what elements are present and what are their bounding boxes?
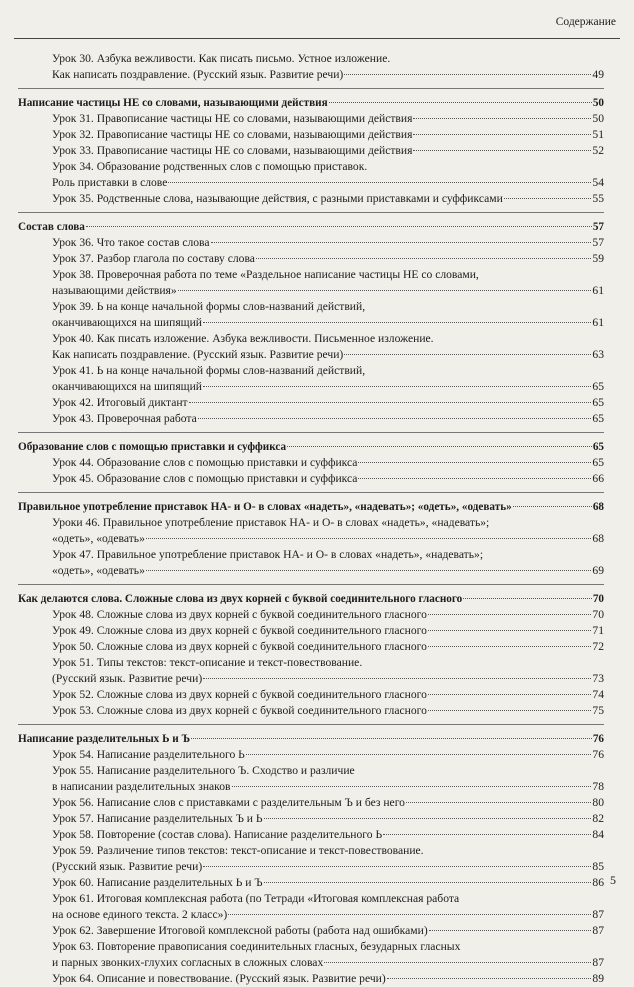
toc-page-number: 70 xyxy=(592,593,604,605)
toc-page-number: 68 xyxy=(592,501,604,513)
toc-section-heading xyxy=(18,731,604,747)
dot-leader xyxy=(344,354,591,355)
toc-entry-text: Образование слов с помощью приставки и суффикса xyxy=(18,441,287,453)
toc-page-number: 65 xyxy=(592,396,604,409)
toc-entry-text: Урок 62. Завершение Итоговой комплексной работы (работа над ошибками) xyxy=(52,924,428,937)
toc-entry xyxy=(18,907,604,923)
toc-page-number: 54 xyxy=(592,176,604,189)
toc-entry xyxy=(18,159,604,175)
toc-entry-text: Урок 47. Правильное употребление приставок НА- и О- в словах «надеть», «надевать»; xyxy=(52,548,484,561)
toc-page-number: 50 xyxy=(592,112,604,125)
toc-entry-text: Урок 55. Написание разделительного Ъ. Сходство и различие xyxy=(52,764,355,777)
toc-entry xyxy=(18,531,604,547)
toc-page-number: 74 xyxy=(592,688,604,701)
toc-entry-text: оканчивающихся на шипящий xyxy=(52,380,202,393)
dot-leader xyxy=(428,614,592,615)
toc-entry-text: оканчивающихся на шипящий xyxy=(52,316,202,329)
dot-leader xyxy=(387,978,592,979)
toc-entry xyxy=(18,763,604,779)
toc-page-number: 71 xyxy=(592,624,604,637)
dot-leader xyxy=(513,506,592,507)
toc-entry-text: Урок 34. Образование родственных слов с помощью приставок. xyxy=(52,160,368,173)
toc-entry xyxy=(18,607,604,623)
toc-section-heading xyxy=(18,219,604,235)
toc-page-number: 61 xyxy=(592,316,604,329)
toc-entry xyxy=(18,283,604,299)
toc-entry xyxy=(18,655,604,671)
toc-entry xyxy=(18,795,604,811)
dot-leader xyxy=(203,386,591,387)
toc-page-number: 85 xyxy=(592,860,604,873)
toc-section-heading xyxy=(18,439,604,455)
toc-page-number: 65 xyxy=(592,456,604,469)
section-divider xyxy=(18,88,604,90)
toc-entry xyxy=(18,891,604,907)
toc-page-number: 68 xyxy=(592,532,604,545)
toc-page-number: 87 xyxy=(592,924,604,937)
toc-entry xyxy=(18,51,604,67)
dot-leader xyxy=(504,198,592,199)
toc-page-number: 52 xyxy=(592,144,604,157)
dot-leader xyxy=(406,802,591,803)
toc-entry-text: Урок 49. Сложные слова из двух корней с буквой соединительного гласного xyxy=(52,624,427,637)
toc-entry-text: Урок 40. Как писать изложение. Азбука вежливости. Письменное изложение. xyxy=(52,332,434,345)
dot-leader xyxy=(413,118,591,119)
dot-leader xyxy=(178,290,592,291)
toc-entry xyxy=(18,111,604,127)
dot-leader xyxy=(413,134,591,135)
toc-entry xyxy=(18,251,604,267)
toc-entry-text: Роль приставки в слове xyxy=(52,176,168,189)
toc-entry xyxy=(18,411,604,427)
toc-section-heading xyxy=(18,499,604,515)
dot-leader xyxy=(428,630,592,631)
toc-entry xyxy=(18,191,604,207)
toc-page-number: 86 xyxy=(592,876,604,889)
dot-leader xyxy=(287,446,592,447)
toc-entry-text: Правильное употребление приставок НА- и О- в словах «надеть», «надевать»; «одеть», «одевать» xyxy=(18,501,512,513)
toc-page-number: 72 xyxy=(592,640,604,653)
dot-leader xyxy=(256,258,591,259)
dot-leader xyxy=(428,710,592,711)
toc-page-number: 51 xyxy=(592,128,604,141)
dot-leader xyxy=(246,754,592,755)
toc-page-number: 57 xyxy=(592,236,604,249)
dot-leader xyxy=(463,598,592,599)
toc-page-number: 69 xyxy=(592,564,604,577)
dot-leader xyxy=(203,678,591,679)
dot-leader xyxy=(383,834,591,835)
toc-entry xyxy=(18,671,604,687)
toc-entry-text: Урок 44. Образование слов с помощью приставки и суффикса xyxy=(52,456,358,469)
dot-leader xyxy=(264,818,592,819)
toc-section-heading xyxy=(18,591,604,607)
toc-entry xyxy=(18,315,604,331)
toc-entry xyxy=(18,515,604,531)
toc-entry xyxy=(18,67,604,83)
toc-entry xyxy=(18,923,604,939)
toc-entry xyxy=(18,703,604,719)
toc-entry-text: Написание частицы НЕ со словами, называющими действия xyxy=(18,97,328,109)
toc-entry-text: «одеть», «одевать» xyxy=(52,564,145,577)
toc-entry xyxy=(18,563,604,579)
toc-entry-text: Урок 39. Ь на конце начальной формы слов-названий действий, xyxy=(52,300,366,313)
toc-entry-text: Написание разделительных Ь и Ъ xyxy=(18,733,191,745)
toc-page-number: 87 xyxy=(592,908,604,921)
section-divider xyxy=(18,724,604,726)
toc-page-number: 59 xyxy=(592,252,604,265)
table-of-contents xyxy=(18,51,604,987)
dot-leader xyxy=(211,242,592,243)
toc-page-number: 78 xyxy=(592,780,604,793)
toc-page-number: 76 xyxy=(592,748,604,761)
toc-page-number: 57 xyxy=(592,221,604,233)
toc-entry-text: Урок 58. Повторение (состав слова). Написание разделительного Ь xyxy=(52,828,383,841)
toc-section-heading xyxy=(18,95,604,111)
toc-entry xyxy=(18,299,604,315)
toc-entry-text: в написании разделительных знаков xyxy=(52,780,231,793)
toc-entry xyxy=(18,827,604,843)
toc-entry-text: Урок 32. Правописание частицы НЕ со словами, называющими действия xyxy=(52,128,413,141)
toc-page-number: 63 xyxy=(592,348,604,361)
toc-page-number: 65 xyxy=(592,441,604,453)
toc-page-number: 65 xyxy=(592,380,604,393)
page-number: 5 xyxy=(610,873,616,887)
toc-entry-text: Урок 54. Написание разделительного Ь xyxy=(52,748,245,761)
dot-leader xyxy=(191,738,592,739)
dot-leader xyxy=(168,182,591,183)
toc-entry xyxy=(18,455,604,471)
dot-leader xyxy=(344,74,591,75)
toc-page-number: 66 xyxy=(592,472,604,485)
toc-page-number: 73 xyxy=(592,672,604,685)
section-divider xyxy=(18,492,604,494)
dot-leader xyxy=(429,930,592,931)
toc-entry-text: Урок 33. Правописание частицы НЕ со словами, называющими действия xyxy=(52,144,413,157)
toc-entry xyxy=(18,379,604,395)
toc-entry-text: Урок 64. Описание и повествование. (Русский язык. Развитие речи) xyxy=(52,972,386,985)
toc-page-number: 89 xyxy=(592,972,604,985)
toc-entry xyxy=(18,267,604,283)
toc-entry-text: и парных звонких-глухих согласных в сложных словах xyxy=(52,956,324,969)
toc-entry-text: (Русский язык. Развитие речи) xyxy=(52,860,203,873)
toc-entry xyxy=(18,843,604,859)
toc-page-number: 76 xyxy=(592,733,604,745)
toc-entry-text: Урок 38. Проверочная работа по теме «Раздельное написание частицы НЕ со словами, xyxy=(52,268,479,281)
toc-entry xyxy=(18,547,604,563)
toc-page-number: 82 xyxy=(592,812,604,825)
toc-entry-text: Урок 56. Написание слов с приставками с разделительным Ъ и без него xyxy=(52,796,405,809)
toc-entry xyxy=(18,175,604,191)
toc-entry-text: называющими действия» xyxy=(52,284,177,297)
dot-leader xyxy=(228,914,591,915)
toc-entry-text: Урок 63. Повторение правописания соединительных гласных, безударных гласных xyxy=(52,940,461,953)
toc-entry-text: Урок 59. Различение типов текстов: текст-описание и текст-повествование. xyxy=(52,844,424,857)
toc-entry xyxy=(18,143,604,159)
dot-leader xyxy=(428,646,592,647)
toc-page-number: 50 xyxy=(592,97,604,109)
dot-leader xyxy=(232,786,592,787)
toc-page-number: 75 xyxy=(592,704,604,717)
toc-entry xyxy=(18,127,604,143)
toc-entry xyxy=(18,687,604,703)
toc-entry-text: Состав слова xyxy=(18,221,85,233)
toc-entry xyxy=(18,859,604,875)
toc-page-number: 84 xyxy=(592,828,604,841)
toc-entry-text: Урок 42. Итоговый диктант xyxy=(52,396,188,409)
toc-entry-text: Урок 35. Родственные слова, называющие действия, с разными приставками и суффиксами xyxy=(52,192,503,205)
toc-entry-text: Урок 37. Разбор глагола по составу слова xyxy=(52,252,255,265)
toc-entry xyxy=(18,875,604,891)
toc-entry xyxy=(18,235,604,251)
toc-page-number: 65 xyxy=(592,412,604,425)
toc-page-number: 49 xyxy=(592,68,604,81)
dot-leader xyxy=(86,226,592,227)
toc-entry-text: Урок 41. Ь на конце начальной формы слов-названий действий, xyxy=(52,364,366,377)
dot-leader xyxy=(413,150,591,151)
dot-leader xyxy=(324,962,591,963)
dot-leader xyxy=(428,694,592,695)
toc-entry-text: Урок 31. Правописание частицы НЕ со словами, называющими действия xyxy=(52,112,413,125)
dot-leader xyxy=(358,478,591,479)
toc-entry-text: Урок 51. Типы текстов: текст-описание и текст-повествование. xyxy=(52,656,363,669)
toc-entry xyxy=(18,747,604,763)
toc-entry xyxy=(18,971,604,987)
toc-entry-text: Уроки 46. Правильное употребление приставок НА- и О- в словах «надеть», «надевать»; xyxy=(52,516,490,529)
dot-leader xyxy=(358,462,591,463)
section-title: Содержание xyxy=(555,16,616,28)
toc-entry xyxy=(18,471,604,487)
toc-entry-text: Урок 60. Написание разделительных Ь и Ъ xyxy=(52,876,263,889)
toc-page-number: 70 xyxy=(592,608,604,621)
toc-entry xyxy=(18,779,604,795)
dot-leader xyxy=(146,538,592,539)
toc-entry xyxy=(18,811,604,827)
toc-entry-text: Урок 45. Образование слов с помощью приставки и суффикса xyxy=(52,472,358,485)
toc-entry-text: (Русский язык. Развитие речи) xyxy=(52,672,203,685)
toc-entry xyxy=(18,331,604,347)
toc-entry-text: Урок 57. Написание разделительных Ъ и Ь xyxy=(52,812,263,825)
toc-entry xyxy=(18,347,604,363)
dot-leader xyxy=(203,322,591,323)
toc-entry-text: Урок 48. Сложные слова из двух корней с буквой соединительного гласного xyxy=(52,608,427,621)
toc-entry xyxy=(18,623,604,639)
dot-leader xyxy=(146,570,592,571)
toc-entry xyxy=(18,395,604,411)
toc-entry xyxy=(18,639,604,655)
toc-page-number: 61 xyxy=(592,284,604,297)
toc-page-number: 55 xyxy=(592,192,604,205)
toc-page-number: 80 xyxy=(592,796,604,809)
section-divider xyxy=(18,212,604,214)
toc-entry-text: Урок 30. Азбука вежливости. Как писать письмо. Устное изложение. xyxy=(52,52,391,65)
toc-entry-text: Урок 61. Итоговая комплексная работа (по Тетради «Итоговая комплексная работа xyxy=(52,892,460,905)
toc-entry-text: Как делаются слова. Сложные слова из двух корней с буквой соединительного гласного xyxy=(18,593,463,605)
dot-leader xyxy=(264,882,592,883)
toc-entry-text: Урок 53. Сложные слова из двух корней с буквой соединительного гласного xyxy=(52,704,427,717)
toc-entry-text: Как написать поздравление. (Русский язык. Развитие речи) xyxy=(52,348,344,361)
toc-entry-text: Урок 43. Проверочная работа xyxy=(52,412,197,425)
toc-entry xyxy=(18,363,604,379)
toc-entry-text: на основе единого текста. 2 класс») xyxy=(52,908,228,921)
toc-entry-text: Урок 52. Сложные слова из двух корней с буквой соединительного гласного xyxy=(52,688,427,701)
toc-entry xyxy=(18,939,604,955)
section-divider xyxy=(18,432,604,434)
toc-entry-text: «одеть», «одевать» xyxy=(52,532,145,545)
toc-entry xyxy=(18,955,604,971)
header-rule xyxy=(14,38,620,39)
dot-leader xyxy=(189,402,592,403)
dot-leader xyxy=(198,418,592,419)
dot-leader xyxy=(203,866,591,867)
dot-leader xyxy=(329,102,592,103)
toc-entry-text: Как написать поздравление. (Русский язык. Развитие речи) xyxy=(52,68,344,81)
toc-entry-text: Урок 50. Сложные слова из двух корней с буквой соединительного гласного xyxy=(52,640,427,653)
toc-entry-text: Урок 36. Что такое состав слова xyxy=(52,236,210,249)
section-divider xyxy=(18,584,604,586)
toc-page-number: 87 xyxy=(592,956,604,969)
